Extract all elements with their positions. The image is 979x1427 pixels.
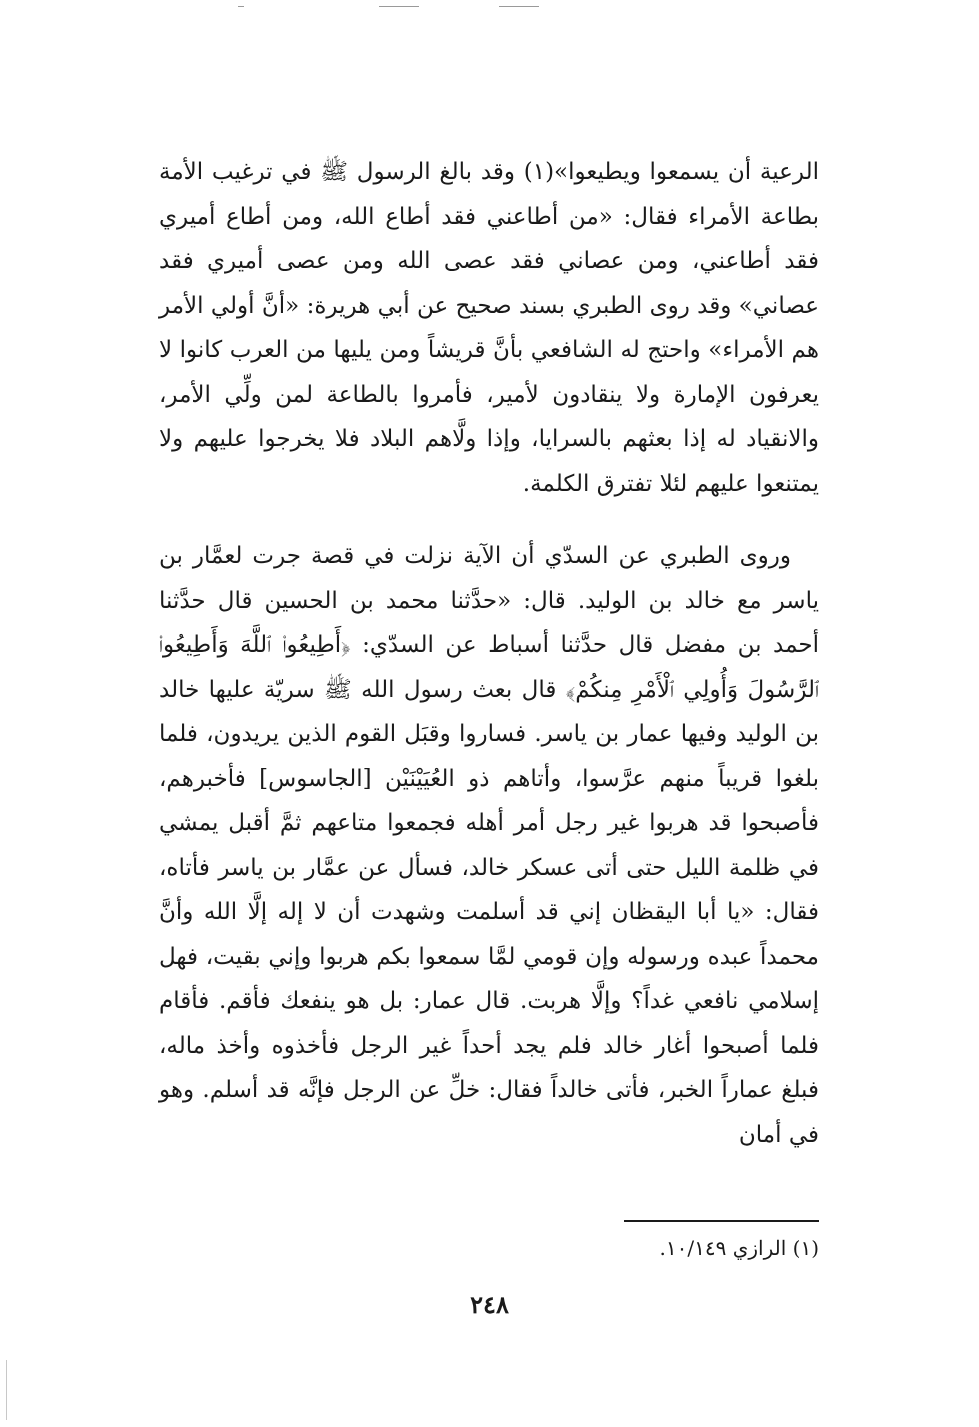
page-number: ٢٤٨ bbox=[470, 1290, 509, 1319]
scan-top-rule-2 bbox=[379, 6, 419, 7]
footnote: (١) الرازي ١٠/١٤٩. bbox=[659, 1236, 819, 1260]
body-paragraph-2: وروى الطبري عن السدّي أن الآية نزلت في قصة جرت لعمَّار بن ياسر مع خالد بن الوليد. قال: «حدَّثنا محمد بن الحسين قال حدَّثنا أحمد بن مفضل قال حدَّثنا أسباط عن السدّي: ﴿أَطِيعُوا۟ ٱللَّهَ وَأَطِيعُوا۟ ٱلرَّسُولَ وَأُولِي ٱلْأَمْرِ مِنكُمْ﴾ قال بعث رسول الله ﷺ سريّة عليها خالد بن الوليد وفيها عمار بن ياسر. فساروا وقبَل القوم الذين يريدون، فلما بلغوا قريباً منهم عرَّسوا، وأتاهم ذو العُيَيْنَيْن [الجاسوس] فأخبرهم، فأصبحوا قد هربوا غير رجل أمر أهله فجمعوا متاعهم ثمَّ أقبل يمشي في ظلمة الليل حتى أتى عسكر خالد، فسأل عن عمَّار بن ياسر فأتاه، فقال: «يا أبا اليقظان إني قد أسلمت وشهدت أن لا إله إلَّا الله وأنَّ محمداً عبده ورسوله وإن قومي لمَّا سمعوا بكم هربوا وإني بقيت، فهل إسلامي نافعي غداً؟ وإلَّا هربت. قال عمار: بل هو ينفعك فأقم. فأقام فلما أصبحوا أغار خالد فلم يجد أحداً غير الرجل فأخذوه وأخذ ماله، فبلغ عماراً الخبر، فأتى خالداً فقال: خلِّ عن الرجل فإنَّه قد أسلم. وهو في أمان bbox=[159, 543, 819, 1148]
page-body bbox=[159, 150, 819, 1157]
scan-top-rule-1 bbox=[499, 6, 539, 7]
footnote-separator bbox=[624, 1220, 819, 1222]
paragraph-spacer bbox=[159, 506, 819, 534]
scan-edge-mark bbox=[6, 1360, 7, 1420]
body-paragraph-1: الرعية أن يسمعوا ويطيعوا»(١) وقد بالغ الرسول ﷺ في ترغيب الأمة بطاعة الأمراء فقال: «من أطاعني فقد أطاع الله، ومن أطاع أميري فقد أطاعني، ومن عصاني فقد عصى الله ومن عصى أميري فقد عصاني» وقد روى الطبري بسند صحيح عن أبي هريرة: «أنَّ أولي الأمر هم الأمراء» واحتج له الشافعي بأنَّ قريشاً ومن يليها من العرب كانوا لا يعرفون الإمارة ولا ينقادون لأمير، فأمروا بالطاعة لمن ولِّي الأمر، والانقياد له إذا بعثهم بالسرايا، وإذا ولَّاهم البلاد فلا يخرجوا عليهم ولا يمتنعوا عليهم لئلا تفترق الكلمة. bbox=[159, 159, 819, 497]
scan-top-rule-3 bbox=[238, 6, 244, 7]
